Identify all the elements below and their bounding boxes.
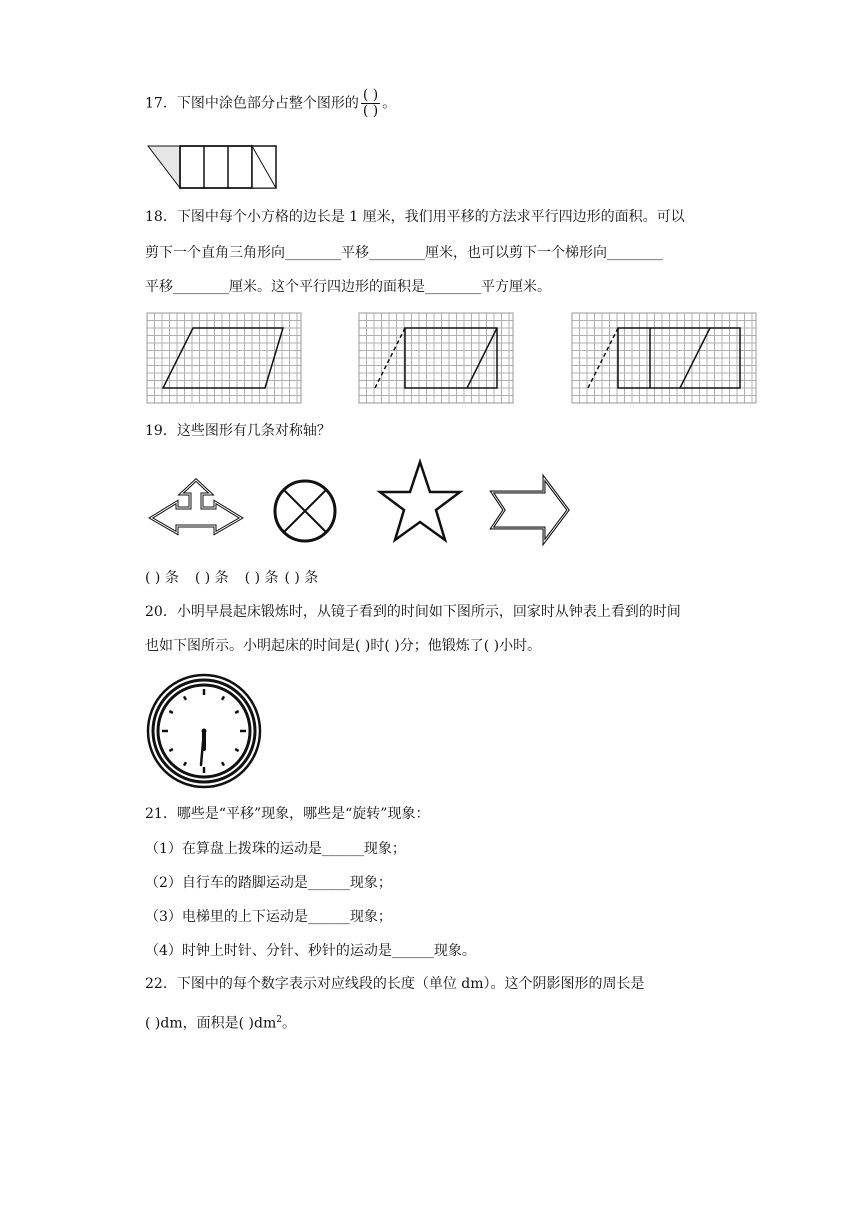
clock-tick — [169, 749, 172, 751]
clock-tick — [169, 711, 172, 713]
q17-prefix: 17．下图中涂色部分占整个图形的 — [145, 95, 359, 112]
clock-tick — [235, 749, 238, 751]
clock-tick — [184, 696, 186, 699]
q21-item-4: （4）时钟上时针、分针、秒针的运动是______现象。 — [145, 943, 476, 959]
q17-fraction-denominator: ( ) — [362, 103, 379, 119]
q19-double-arrow-shape — [147, 478, 245, 536]
q19-answer-3: ( ) 条 — [244, 570, 279, 586]
q19-answer-4: ( ) 条 — [284, 570, 319, 586]
q18-line-2: 剪下一个直角三角形向________平移________厘米，也可以剪下一个梯形向________ — [145, 245, 663, 261]
q17-left-shaded-triangle — [148, 146, 180, 188]
q19-circle-cross-shape — [272, 478, 338, 544]
q19-answer-1: ( ) 条 — [145, 570, 179, 586]
q18-grid-figure-3 — [572, 313, 756, 403]
clock-tick — [222, 762, 224, 765]
q20-line-1: 20．小明早晨起床锻炼时，从镜子看到的时间如下图所示，回家时从钟表上看到的时间 — [145, 604, 681, 620]
q20-clock-figure — [146, 673, 262, 789]
q22-line-2-end: 。 — [281, 1015, 296, 1032]
q17-figure — [148, 144, 280, 192]
q18-grid-figure-2 — [359, 313, 513, 403]
q18-line-3: 平移________厘米。这个平行四边形的面积是________平方厘米。 — [145, 279, 551, 295]
clock-tick — [184, 762, 186, 765]
q18-grid-figure-1 — [147, 313, 301, 403]
q17-fraction-numerator: ( ) — [362, 87, 379, 103]
q17-text — [145, 88, 396, 119]
q21-item-1: （1）在算盘上拨珠的运动是______现象； — [145, 841, 406, 857]
q21-item-2: （2）自行车的踏脚运动是______现象； — [145, 875, 392, 891]
q22-unit-exponent: 2 — [276, 1015, 282, 1025]
q22-line-2 — [145, 1010, 296, 1034]
q19-star-shape — [378, 459, 462, 543]
q22-line-1: 22．下图中的每个数字表示对应线段的长度（单位 dm）。这个阴影图形的周长是 — [145, 976, 645, 992]
q20-line-2: 也如下图所示。小明起床的时间是( )时( )分；他锻炼了( )小时。 — [145, 638, 542, 654]
q17-suffix: 。 — [382, 95, 397, 112]
q22-line-2-text: ( )dm，面积是( )dm — [145, 1015, 277, 1032]
q19-answers-row — [145, 568, 318, 588]
q17-fraction — [361, 88, 380, 119]
q19-arrow-shape — [488, 474, 570, 546]
q19-title: 19．这些图形有几条对称轴？ — [145, 423, 331, 439]
q18-line-1: 18．下图中每个小方格的边长是 1 厘米，我们用平移的方法求平行四边形的面积。可以 — [145, 209, 685, 225]
clock-tick — [235, 711, 238, 713]
q21-title: 21．哪些是“平移”现象，哪些是“旋转”现象： — [145, 806, 430, 822]
q19-answer-2: ( ) 条 — [194, 570, 229, 586]
q21-item-3: （3）电梯里的上下运动是______现象； — [145, 909, 392, 925]
clock-tick — [222, 696, 224, 699]
